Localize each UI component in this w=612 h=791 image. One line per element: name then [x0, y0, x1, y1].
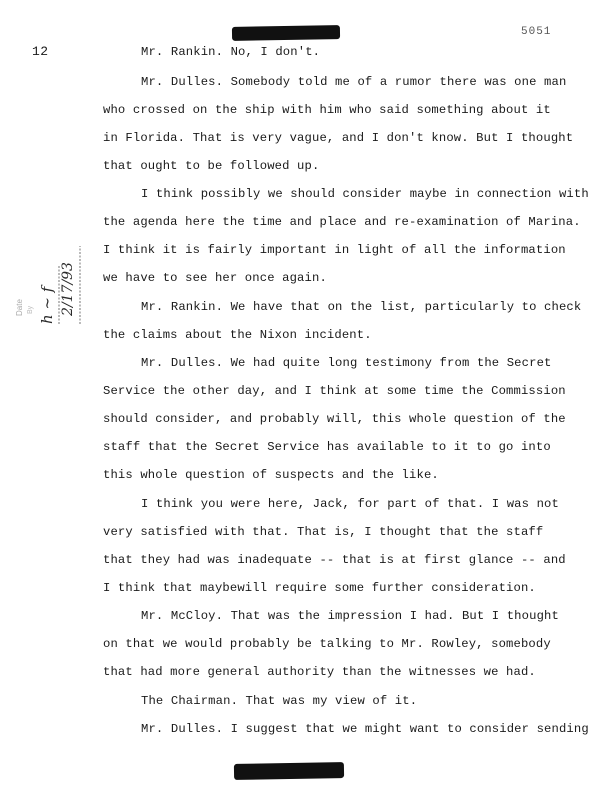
transcript-line-23: that had more general authority than the witnesses we had. — [103, 665, 536, 679]
stamp-initials: h ~ f — [38, 286, 56, 324]
transcript-line-13: Service the other day, and I think at some time the Commission — [103, 384, 566, 398]
transcript-line-18: very satisfied with that. That is, I thought that the staff — [103, 525, 544, 539]
declassification-stamp — [8, 206, 108, 326]
transcript-line-1: Mr. Rankin. No, I don't. — [141, 45, 321, 59]
stamp-by-label: By — [27, 305, 34, 314]
transcript-line-7: the agenda here the time and place and re-examination of Marina. — [103, 215, 581, 229]
transcript-line-20: I think that maybewill require some further consideration. — [103, 581, 536, 595]
redaction-bar-bottom — [234, 762, 344, 780]
transcript-line-12: Mr. Dulles. We had quite long testimony from the Secret — [141, 356, 552, 370]
stamp-date: 2/17/93 — [60, 262, 76, 316]
transcript-line-14: should consider, and probably will, this whole question of the — [103, 412, 566, 426]
transcript-line-8: I think it is fairly important in light of all the information — [103, 243, 566, 257]
redaction-bar-top — [232, 25, 340, 41]
transcript-line-17: I think you were here, Jack, for part of that. I was not — [141, 497, 559, 511]
transcript-line-3: who crossed on the ship with him who said something about it — [103, 103, 551, 117]
transcript-line-6: I think possibly we should consider maybe in connection with — [141, 187, 589, 201]
transcript-line-15: staff that the Secret Service has available to it to go into — [103, 440, 551, 454]
page-number: 12 — [32, 44, 49, 59]
transcript-line-9: we have to see her once again. — [103, 271, 327, 285]
transcript-line-11: the claims about the Nixon incident. — [103, 328, 372, 342]
transcript-line-2: Mr. Dulles. Somebody told me of a rumor there was one man — [141, 75, 567, 89]
document-number: 5051 — [521, 26, 552, 38]
transcript-line-19: that they had was inadequate -- that is at first glance -- and — [103, 553, 566, 567]
transcript-line-22: on that we would probably be talking to Mr. Rowley, somebody — [103, 637, 551, 651]
transcript-line-5: that ought to be followed up. — [103, 159, 320, 173]
transcript-line-16: this whole question of suspects and the like. — [103, 468, 439, 482]
transcript-line-24: The Chairman. That was my view of it. — [141, 694, 418, 708]
transcript-line-4: in Florida. That is very vague, and I don't know. But I thought — [103, 131, 574, 145]
stamp-side-text: Date — [15, 299, 24, 316]
transcript-line-21: Mr. McCloy. That was the impression I had. But I thought — [141, 609, 559, 623]
transcript-line-10: Mr. Rankin. We have that on the list, particularly to check — [141, 300, 582, 314]
transcript-line-25: Mr. Dulles. I suggest that we might want to consider sending — [141, 722, 589, 736]
